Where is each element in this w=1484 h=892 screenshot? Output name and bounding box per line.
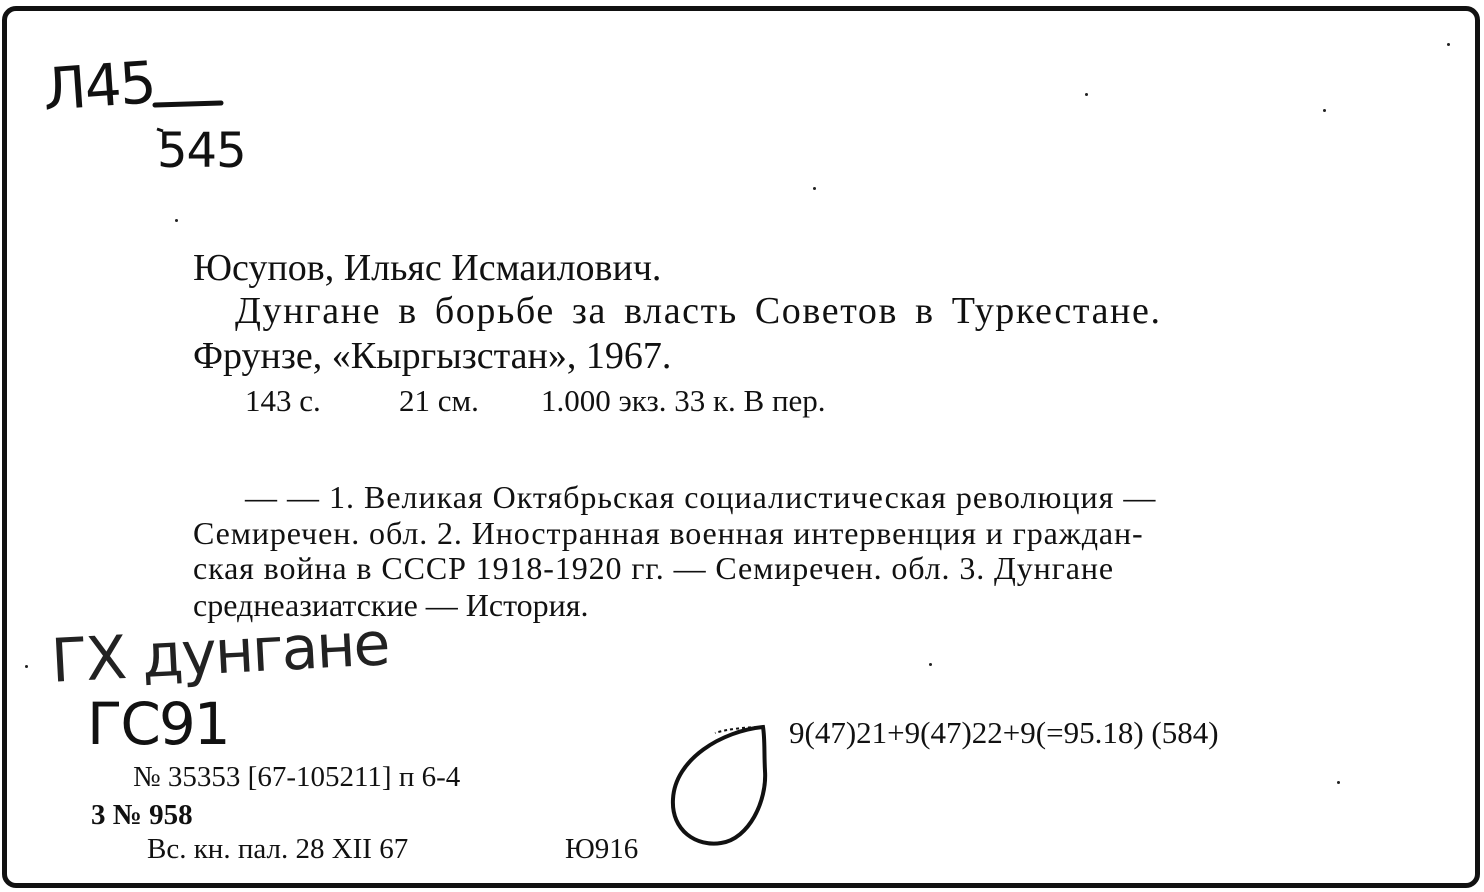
handwritten-index-line2: ГС91: [87, 690, 229, 758]
handwritten-shelfmark-top: Л45: [40, 48, 157, 124]
classification-code: 9(47)21+9(47)22+9(=95.18) (584): [789, 715, 1219, 750]
book-chamber-date: Вс. кн. пал. 28 XII 67: [147, 833, 409, 865]
collation-pages: 143 с.: [245, 383, 321, 418]
imprint-line: Фрунзе, «Кыргызстан», 1967.: [193, 335, 672, 377]
chamber-code: Ю916: [565, 833, 639, 865]
speck: [813, 187, 816, 190]
handwritten-shelfmark-bottom: 545: [157, 123, 246, 179]
speck: [175, 219, 178, 222]
subject-line-2: Семиречен. обл. 2. Иностранная военная интервенция и граждан-: [193, 515, 1144, 551]
subject-line-4: среднеазиатские — История.: [193, 587, 589, 623]
speck: [1337, 781, 1340, 784]
catalog-card: [2, 6, 1480, 888]
subject-line-3: ская война в СССР 1918-1920 гг. — Семиречен. обл. 3. Дунгане: [193, 550, 1114, 586]
subject-line-1: — — 1. Великая Октябрьская социалистическая революция —: [245, 479, 1157, 515]
speck: [1323, 109, 1326, 112]
speck: [929, 663, 932, 666]
collation-size: 21 см.: [399, 383, 479, 418]
author-heading: Юсупов, Ильяс Исмаилович.: [193, 247, 662, 289]
record-number: № 35353 [67-105211] п 6-4: [133, 761, 461, 793]
collation-print-run: 1.000 экз. 33 к. В пер.: [541, 383, 826, 418]
speck: [25, 665, 28, 668]
handwritten-index-line1: ГХ дунгане: [49, 609, 391, 697]
order-number: 3 № 958: [91, 799, 193, 831]
speck: [1085, 93, 1088, 96]
book-title: Дунгане в борьбе за власть Советов в Туркестане.: [235, 290, 1162, 332]
speck: [1447, 43, 1450, 46]
